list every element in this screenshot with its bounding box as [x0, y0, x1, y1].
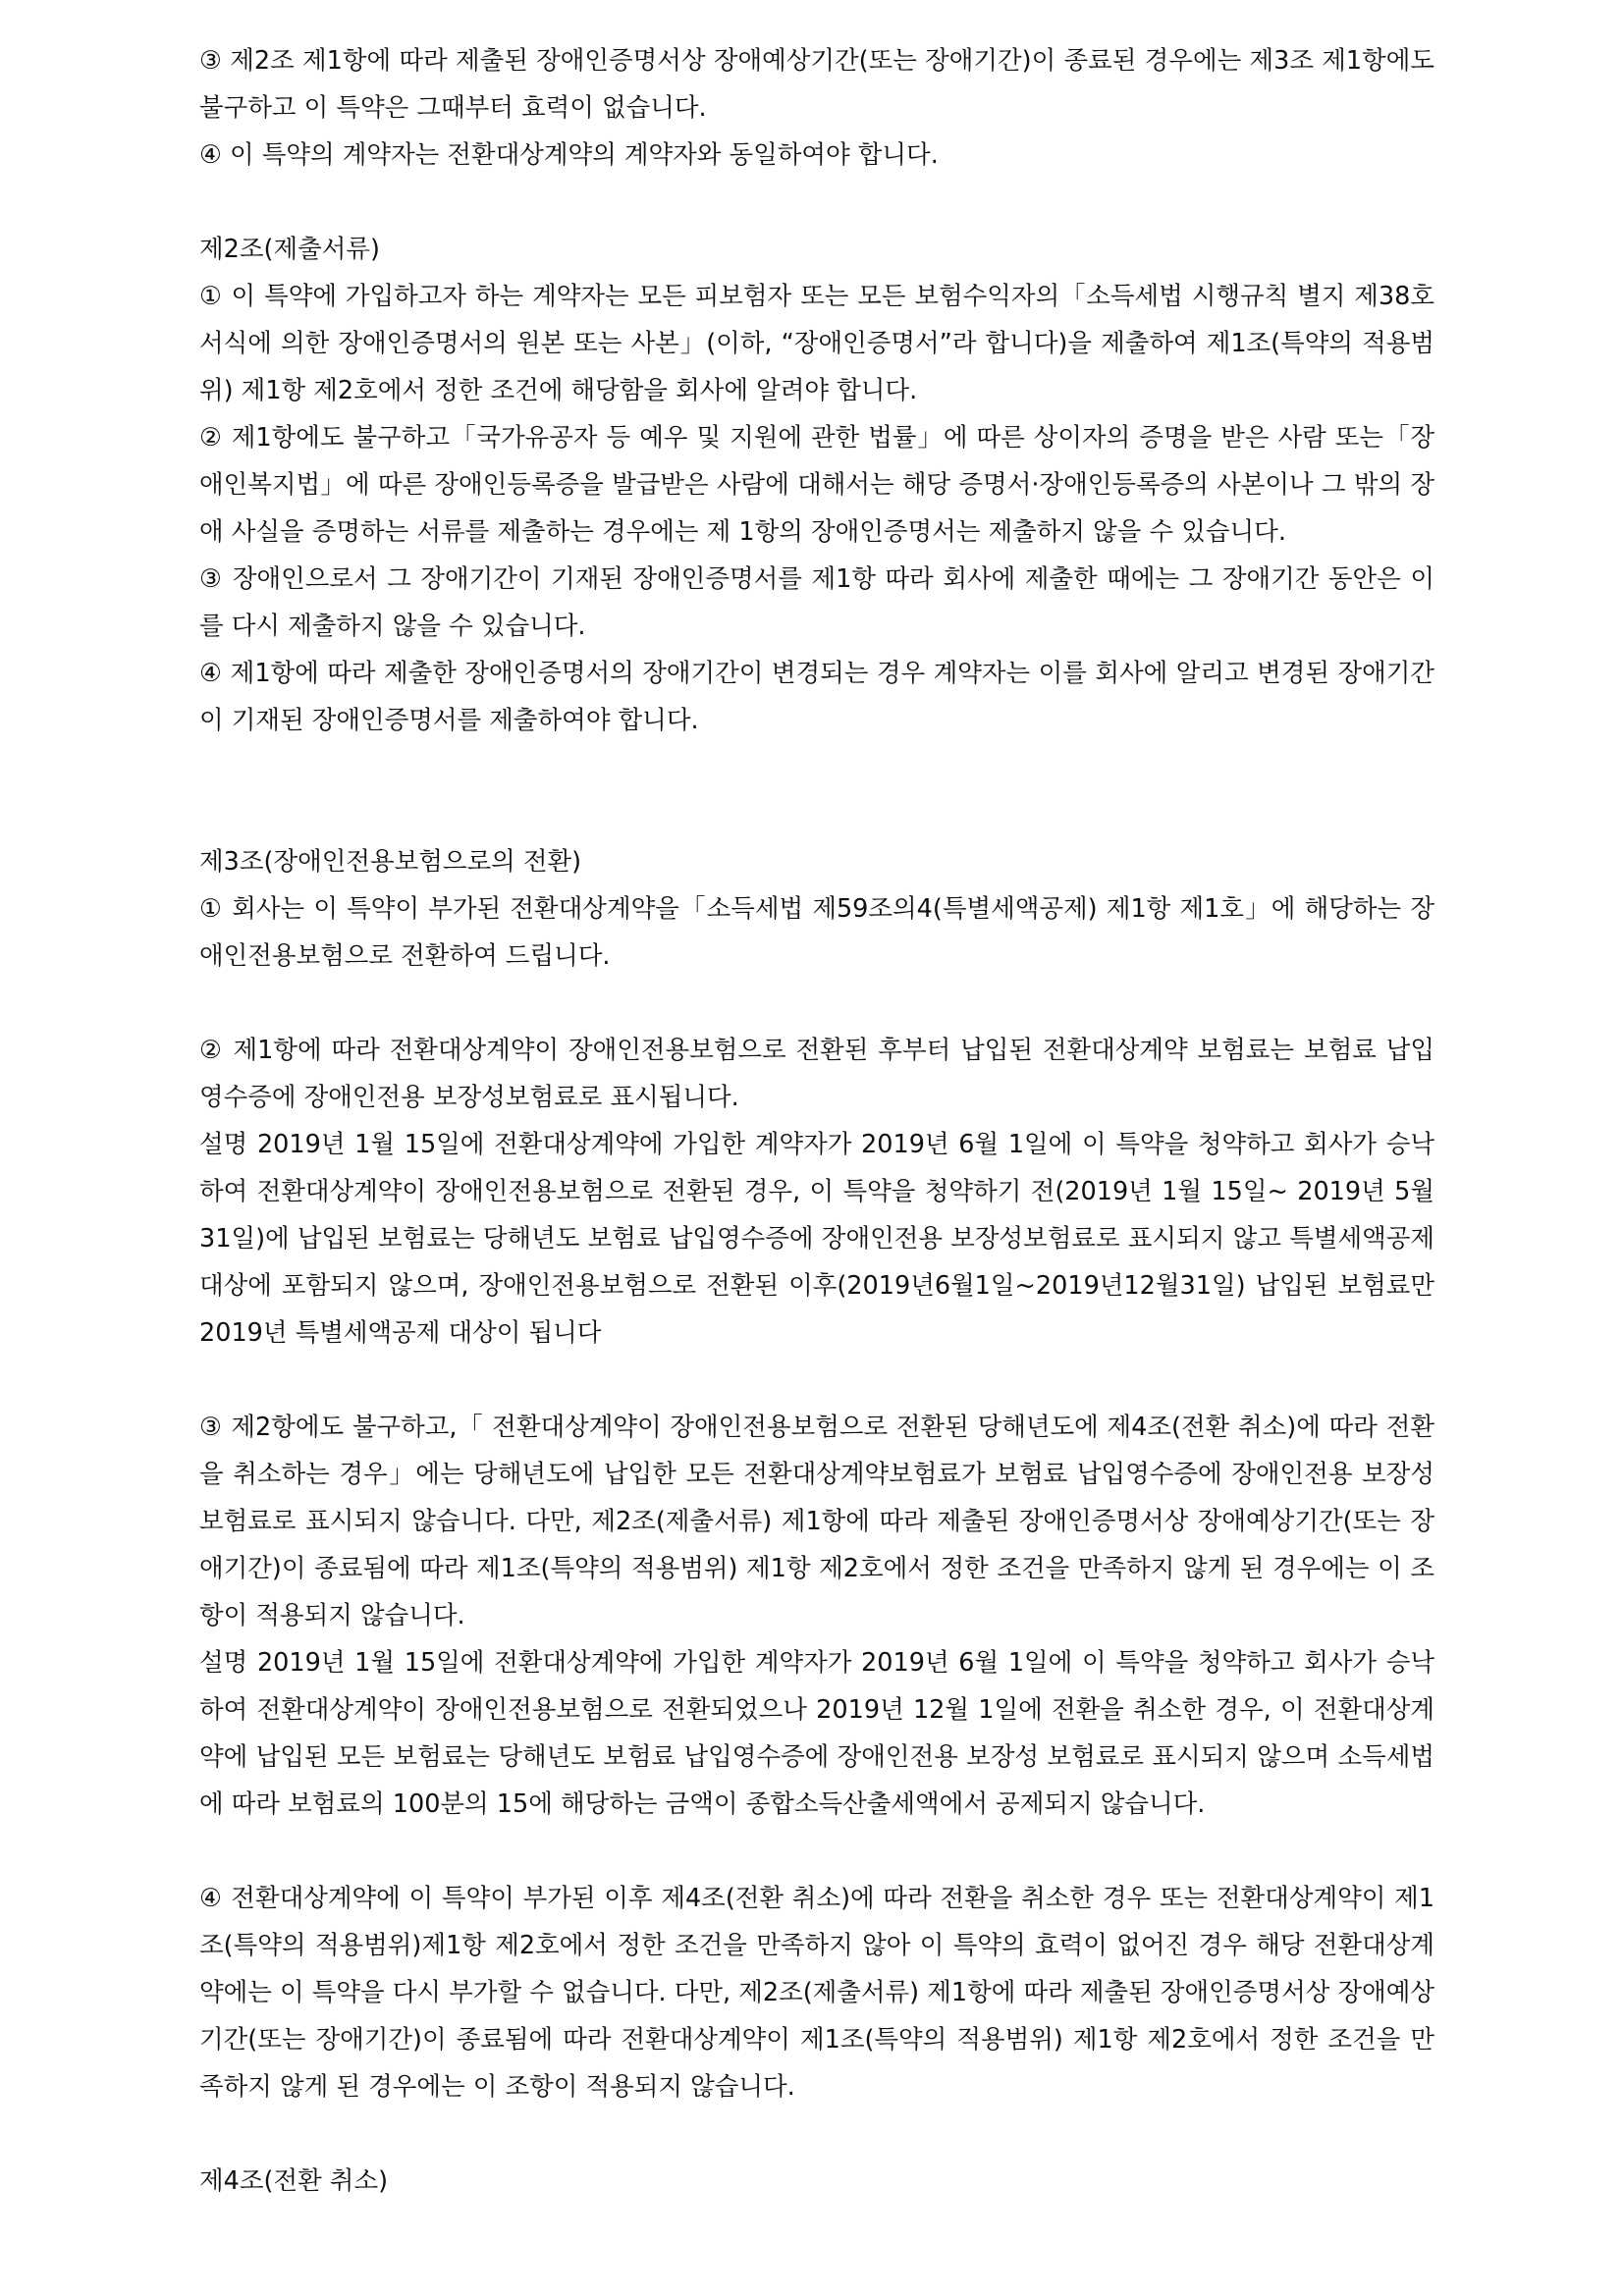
- article-4-title: 제4조(전환 취소): [199, 2166, 389, 2196]
- article-2-title: 제2조(제출서류): [199, 235, 380, 264]
- article-3-paragraph-4: ④ 전환대상계약에 이 특약이 부가된 이후 제4조(전환 취소)에 따라 전환을 취소한 경우 또는 전환대상계약이 제1조(특약의 적용범위)제1항 제2호에서 정한 조건을 만족하지 않아 이 특약의 효력이 없어진 경우 해당 전환대상계약에는 이 특약을 다시 부가할 수 없습니다. 다만, 제2조(제출서류) 제1항에 따라 제출된 장애인증명서상 장애예상기간(또는 장애기간)이 종료됨에 따라 전환대상계약이 제1조(특약의 적용범위) 제1항 제2호에서 정한 조건을 만족하지 않게 된 경우에는 이 조항이 적용되지 않습니다.: [199, 1884, 1434, 2102]
- article-2-paragraph-3: ③ 장애인으로서 그 장애기간이 기재된 장애인증명서를 제1항 따라 회사에 제출한 때에는 그 장애기간 동안은 이를 다시 제출하지 않을 수 있습니다.: [199, 564, 1434, 641]
- document-body: [199, 37, 1434, 2205]
- article-3-paragraph-2: ② 제1항에 따라 전환대상계약이 장애인전용보험으로 전환된 후부터 납입된 전환대상계약 보험료는 보험료 납입영수증에 장애인전용 보장성보험료로 표시됩니다.: [199, 1036, 1434, 1112]
- spacer: [199, 1357, 1434, 1404]
- spacer: [199, 744, 1434, 838]
- article-2-paragraph-4: ④ 제1항에 따라 제출한 장애인증명서의 장애기간이 변경되는 경우 계약자는 이를 회사에 알리고 변경된 장애기간이 기재된 장애인증명서를 제출하여야 합니다.: [199, 659, 1434, 735]
- article-2-paragraph-2: ② 제1항에도 불구하고「국가유공자 등 예우 및 지원에 관한 법률」에 따른 상이자의 증명을 받은 사람 또는「장애인복지법」에 따른 장애인등록증을 발급받은 사람에 대해서는 해당 증명서·장애인등록증의 사본이나 그 밖의 장애 사실을 증명하는 서류를 제출하는 경우에는 제 1항의 장애인증명서는 제출하지 않을 수 있습니다.: [199, 423, 1434, 547]
- spacer: [199, 2110, 1434, 2158]
- article-3-paragraph-3: ③ 제2항에도 불구하고,「 전환대상계약이 장애인전용보험으로 전환된 당해년도에 제4조(전환 취소)에 따라 전환을 취소하는 경우」에는 당해년도에 납입한 모든 전환대상계약보험료가 보험료 납입영수증에 장애인전용 보장성보험료로 표시되지 않습니다. 다만, 제2조(제출서류) 제1항에 따라 제출된 장애인증명서상 장애예상기간(또는 장애기간)이 종료됨에 따라 제1조(특약의 적용범위) 제1항 제2호에서 정한 조건을 만족하지 않게 된 경우에는 이 조항이 적용되지 않습니다.: [199, 1413, 1434, 1630]
- article-3-paragraph-1: ① 회사는 이 특약이 부가된 전환대상계약을「소득세법 제59조의4(특별세액공제) 제1항 제1호」에 해당하는 장애인전용보험으로 전환하여 드립니다.: [199, 894, 1434, 971]
- article-3-paragraph-3-example: 설명 2019년 1월 15일에 전환대상계약에 가입한 계약자가 2019년 6월 1일에 이 특약을 청약하고 회사가 승낙하여 전환대상계약이 장애인전용보험으로 전환되었으나 2019년 12월 1일에 전환을 취소한 경우, 이 전환대상계약에 납입된 모든 보험료는 당해년도 보험료 납입영수증에 장애인전용 보장성 보험료로 표시되지 않으며 소득세법에 따라 보험료의 100분의 15에 해당하는 금액이 종합소득산출세액에서 공제되지 않습니다.: [199, 1648, 1434, 1819]
- spacer: [199, 179, 1434, 226]
- article-3-title: 제3조(장애인전용보험으로의 전환): [199, 847, 582, 877]
- spacer: [199, 980, 1434, 1027]
- paragraph-art2prev-4: ④ 이 특약의 계약자는 전환대상계약의 계약자와 동일하여야 합니다.: [199, 140, 939, 170]
- spacer: [199, 1828, 1434, 1875]
- paragraph-art2prev-3: ③ 제2조 제1항에 따라 제출된 장애인증명서상 장애예상기간(또는 장애기간)이 종료된 경우에는 제3조 제1항에도 불구하고 이 특약은 그때부터 효력이 없습니다.: [199, 46, 1434, 123]
- article-3-paragraph-2-example: 설명 2019년 1월 15일에 전환대상계약에 가입한 계약자가 2019년 6월 1일에 이 특약을 청약하고 회사가 승낙하여 전환대상계약이 장애인전용보험으로 전환된 경우, 이 특약을 청약하기 전(2019년 1월 15일~ 2019년 5월 31일)에 납입된 보험료는 당해년도 보험료 납입영수증에 장애인전용 보장성보험료로 표시되지 않고 특별세액공제 대상에 포함되지 않으며, 장애인전용보험으로 전환된 이후(2019년6월1일~2019년12월31일) 납입된 보험료만 2019년 특별세액공제 대상이 됩니다: [199, 1130, 1434, 1348]
- article-2-paragraph-1: ① 이 특약에 가입하고자 하는 계약자는 모든 피보험자 또는 모든 보험수익자의「소득세법 시행규칙 별지 제38호 서식에 의한 장애인증명서의 원본 또는 사본」(이하, “장애인증명서”라 합니다)을 제출하여 제1조(특약의 적용범위) 제1항 제2호에서 정한 조건에 해당함을 회사에 알려야 합니다.: [199, 282, 1434, 405]
